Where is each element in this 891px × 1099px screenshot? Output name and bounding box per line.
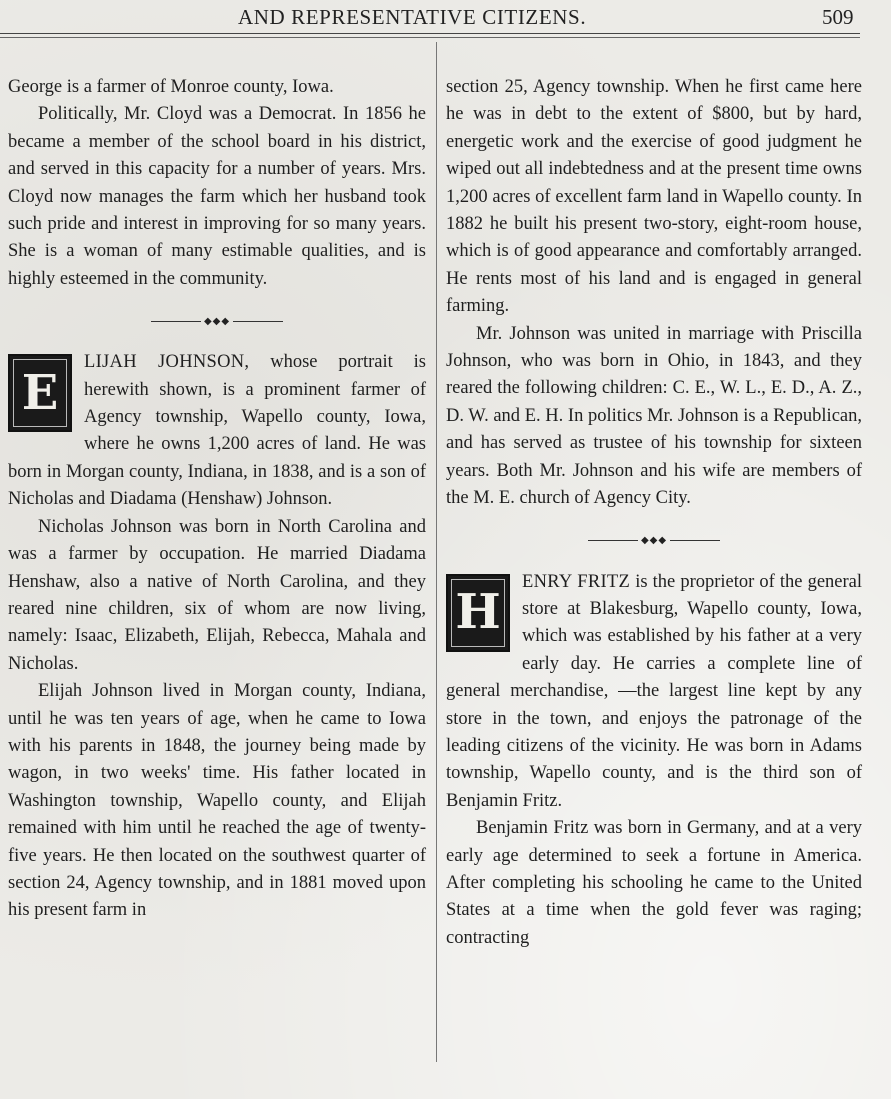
paragraph-text: whose portrait is herewith shown, is a prominent farmer of Agency township, Wapello county, Iowa, where he owns 1,200 acres of land. He was born in Morgan county, Indiana, in 1838, and is a son of Nicholas and Diadama (Henshaw) Johnson. [8, 352, 426, 510]
paragraph: Nicholas Johnson was born in North Carolina and was a farmer by occupation. He married Diadama Henshaw, also a native of North Carolina, and they reared nine children, six of whom are now living, namely: Isaac, Elizabeth, Elijah, Rebecca, Mahala and Nicholas. [8, 516, 426, 674]
running-title: AND REPRESENTATIVE CITIZENS. [238, 5, 587, 29]
paragraph: George is a farmer of Monroe county, Iowa. [8, 77, 334, 97]
paragraph: Elijah Johnson lived in Morgan county, Indiana, until he was ten years of age, when he came to Iowa with his parents in 1848, the journey being made by wagon, in two weeks' time. His father located in Washington township, Wapello county, and Elijah remained with him until he reached the age of twenty-five years. He then located on the southwest quarter of section 24, Agency township, and in 1881 moved upon his present farm in [8, 681, 426, 921]
column-divider [436, 42, 437, 1062]
running-head [0, 2, 891, 32]
header-rule [0, 33, 860, 34]
biography-subject-name: ENRY FRITZ [522, 571, 631, 592]
paragraph: section 25, Agency township. When he first came here he was in debt to the extent of $800, but by hard, energetic work and the exercise of good judgment he wiped out all indebtedness and at the present time owns 1,200 acres of excellent farm land in Wapello county. In 1882 he built his present two-story, eight-room house, which is of good appearance and comfortably arranged. He rents most of his land and is engaged in general farming. [446, 77, 862, 317]
ornament-line [151, 321, 201, 322]
ornament-line [588, 540, 638, 541]
paragraph-text: is the proprietor of the general store at Blakesburg, Wapello county, Iowa, which was established by his father at a very early day. He carries a complete line of general merchandise, —the largest line kept by any store in the town, and enjoys the patronage of the leading citizens of the vicinity. He was born in Adams township, Wapello county, and is the third son of Benjamin Fritz. [446, 571, 863, 811]
drop-cap-e: E [8, 354, 72, 432]
paragraph: Mr. Johnson was united in marriage with Priscilla Johnson, who was born in Ohio, in 1843, and they reared the following children: C. E., W. L., E. D., A. Z., D. W. and E. H. In politics Mr. Johnson is a Republican, and has served as trustee of his township for sixteen years. Both Mr. Johnson and his wife are members of the M. E. church of Agency City. [446, 323, 862, 509]
diamond-ornament-icon: ◆◆◆ [640, 534, 668, 546]
biography-fritz [446, 569, 862, 816]
paragraph: Politically, Mr. Cloyd was a Democrat. In 1856 he became a member of the school board in his district, and served in this capacity for a number of years. Mrs. Cloyd now manages the farm which her husband took such pride and interest in improving for so many years. She is a woman of many estimable qualities, and is highly esteemed in the community. [8, 104, 426, 289]
section-ornament [446, 513, 862, 569]
header-rule-thin [0, 37, 860, 38]
section-ornament [8, 293, 426, 349]
drop-cap-h: H [446, 574, 510, 652]
ornament-line [670, 540, 720, 541]
right-column [446, 74, 862, 952]
paragraph: Benjamin Fritz was born in Germany, and at a very early age determined to seek a fortune in America. After completing his schooling he came to the United States at a time when the gold fever was raging; contracting [446, 818, 862, 948]
page-number: 509 [822, 5, 854, 29]
diamond-ornament-icon: ◆◆◆ [203, 315, 231, 327]
biography-johnson [8, 349, 426, 513]
left-column [8, 74, 426, 925]
biography-subject-name: LIJAH JOHNSON, [84, 352, 250, 373]
ornament-line [233, 321, 283, 322]
